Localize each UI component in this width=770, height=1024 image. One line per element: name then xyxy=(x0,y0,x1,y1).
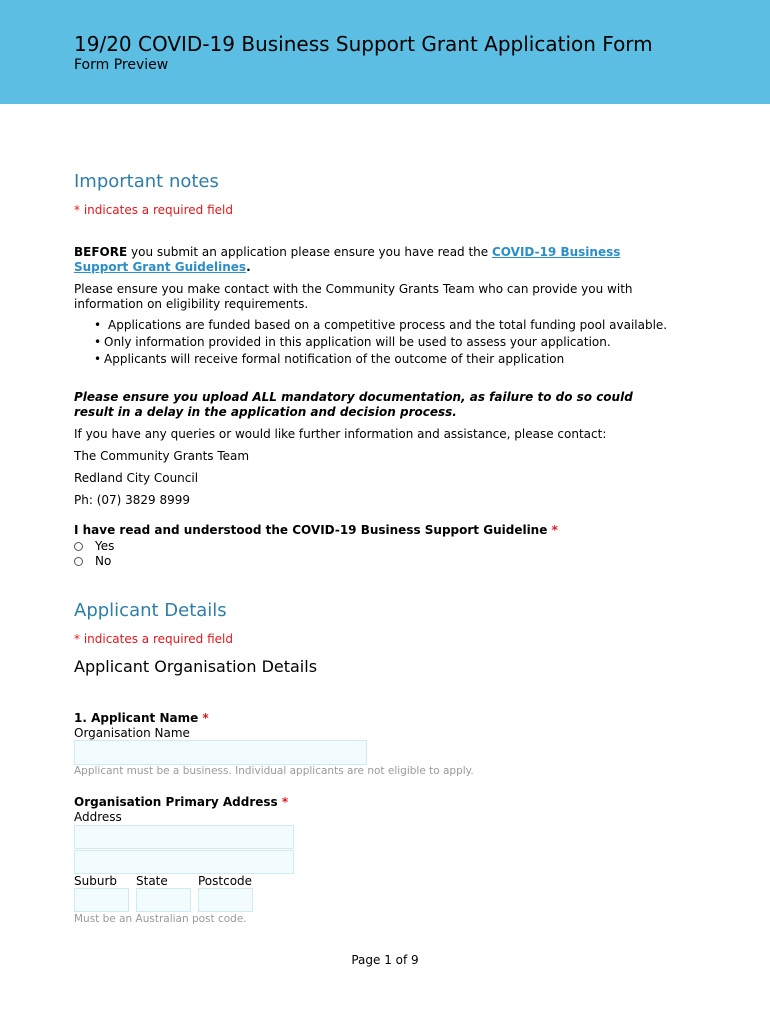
form-subtitle: Form Preview xyxy=(74,57,169,73)
guidelines-link[interactable]: COVID-19 Business Support Grant Guidelines xyxy=(74,245,621,274)
queries-text: If you have any queries or would like further information and assistance, please contact: xyxy=(74,427,607,441)
postcode-label: Postcode xyxy=(198,874,253,888)
before-text: you submit an application please ensure you have read the xyxy=(127,245,492,259)
page-indicator: Page 1 of 9 xyxy=(351,953,419,967)
required-asterisk: * xyxy=(281,795,289,809)
applicant-hint: Applicant must be a business. Individual applicants are not eligible to apply. xyxy=(74,765,474,777)
radio-option-no[interactable] xyxy=(74,554,111,568)
contact-paragraph: Please ensure you make contact with the Community Grants Team who can provide you with information on eligibility requirements. xyxy=(74,282,633,311)
bullet-item: • Applicants will receive formal notification of the outcome of their application xyxy=(94,352,674,367)
primary-address-label xyxy=(74,795,288,810)
state-label: State xyxy=(136,874,168,888)
required-asterisk: * xyxy=(551,523,558,537)
radio-option-yes[interactable] xyxy=(74,539,114,553)
required-field-note: * indicates a required field xyxy=(74,632,233,646)
address-line2-input[interactable] xyxy=(74,850,294,874)
important-notes-heading: Important notes xyxy=(74,171,219,192)
before-period: . xyxy=(246,260,251,274)
phone-text: Ph: (07) 3829 8999 xyxy=(74,493,191,507)
notes-bullet-list xyxy=(94,318,674,369)
team-text: The Community Grants Team xyxy=(74,449,250,463)
form-header xyxy=(0,0,770,104)
before-paragraph xyxy=(74,245,669,275)
primary-address-text: Organisation Primary Address xyxy=(74,795,278,809)
address-sub-label: Address xyxy=(74,810,122,824)
required-asterisk: * xyxy=(202,711,209,725)
bullet-item: • Applications are funded based on a competitive process and the total funding pool available. xyxy=(94,318,674,333)
documentation-warning: Please ensure you upload ALL mandatory documentation, as failure to do so could result in a delay in the application and decision process. xyxy=(74,390,633,419)
council-text: Redland City Council xyxy=(74,471,199,485)
radio-circle-icon[interactable] xyxy=(74,557,83,566)
applicant-name-text: 1. Applicant Name xyxy=(74,711,199,725)
applicant-details-heading: Applicant Details xyxy=(74,600,227,621)
address-line1-input[interactable] xyxy=(74,825,294,849)
suburb-input[interactable] xyxy=(74,888,129,912)
state-input[interactable] xyxy=(136,888,191,912)
organisation-details-subheading: Applicant Organisation Details xyxy=(74,657,318,676)
guideline-confirm-question xyxy=(74,523,558,538)
organisation-name-input[interactable] xyxy=(74,740,367,765)
required-field-note: * indicates a required field xyxy=(74,203,233,217)
radio-label-no: No xyxy=(95,554,112,568)
confirm-question-label: I have read and understood the COVID-19 Business Support Guideline xyxy=(74,523,548,537)
radio-label-yes: Yes xyxy=(95,539,115,553)
radio-circle-icon[interactable] xyxy=(74,542,83,551)
postcode-hint: Must be an Australian post code. xyxy=(74,913,247,925)
suburb-label: Suburb xyxy=(74,874,117,888)
organisation-name-label: Organisation Name xyxy=(74,726,190,740)
applicant-name-label xyxy=(74,711,209,726)
postcode-input[interactable] xyxy=(198,888,253,912)
bullet-item: • Only information provided in this application will be used to assess your application. xyxy=(94,335,674,350)
form-title: 19/20 COVID-19 Business Support Grant Application Form xyxy=(74,32,653,56)
before-bold: BEFORE xyxy=(74,245,128,259)
